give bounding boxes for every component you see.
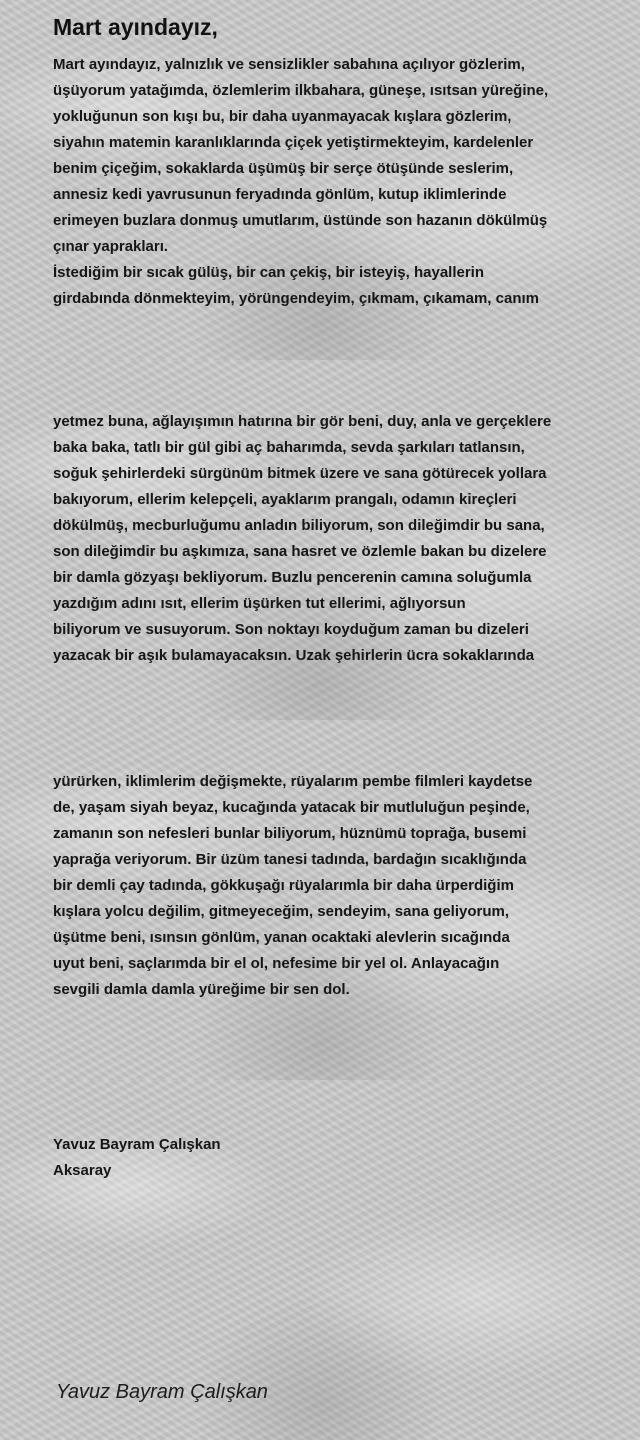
author-name-footer: Yavuz Bayram Çalışkan	[56, 1381, 268, 1403]
poem-section-1: Mart ayındayız, yalnızlık ve sensizlikler sabahına açılıyor gözlerim, üşüyorum yatağımda, özlemlerim ilkbahara, güneşe, ısıtsan yüreğine, yokluğunun son kışı bu, bir daha uyanmayacak kışlara gözlerim, siyahın matemin karanlıklarında çiçek yetiştirmekteyim, kardelenler benim çiçeğim, sokaklarda üşümüş bir serçe ötüşünde seslerim, annesiz kedi yavrusunun feryadında gönlüm, kutup iklimlerinde erimeyen buzlara donmuş umutlarım, üstünde son hazanın dökülmüş çınar yaprakları. İstediğim bir sıcak gülüş, bir can çekiş, bir isteyiş, hayallerin girdabında dönmekteyim, yörüngendeyim, çıkmam, çıkamam, canım	[53, 56, 549, 307]
poem-panel-1	[0, 0, 640, 360]
poem-title: Mart ayındayız,	[53, 14, 218, 40]
poem-panel-3	[0, 720, 640, 1080]
signature-author: Yavuz Bayram Çalışkan	[53, 1136, 221, 1153]
poem-panel-2	[0, 360, 640, 720]
signature-city: Aksaray	[53, 1162, 112, 1179]
signature-panel	[0, 1080, 640, 1440]
poem-section-3: yürürken, iklimlerim değişmekte, rüyalarım pembe filmleri kaydetse de, yaşam siyah beyaz, kucağında yatacak bir mutluluğun peşinde, zamanın son nefesleri bunlar biliyorum, hüznümü toprağa, busemi yaprağa veriyorum. Bir üzüm tanesi tadında, bardağın sıcaklığında bir demli çay tadında, gökkuşağı rüyalarımla bir daha ürperdiğim kışlara yolcu değilim, gitmeyeceğim, sendeyim, sana geliyorum, üşütme beni, ısınsın gönlüm, yanan ocaktaki alevlerin sıcağında uyut beni, saçlarımda bir el ol, nefesime bir yel ol. Anlayacağın sevgili damla damla yüreğime bir sen dol.	[53, 773, 533, 998]
poem-section-2: yetmez buna, ağlayışımın hatırına bir gör beni, duy, anla ve gerçeklere baka baka, tatlı bir gül gibi aç baharımda, sevda şarkıları tatlansın, soğuk şehirlerdeki sürgünüm bitmek üzere ve sana götürecek yollara bakıyorum, ellerim kelepçeli, ayaklarım prangalı, odamın kireçleri dökülmüş, mecburluğumu anladın biliyorum, son dileğimdir bu sana, son dileğimdir bu aşkımıza, sana hasret ve özlemle bakan bu dizelere bir damla gözyaşı bekliyorum. Buzlu pencerenin camına soluğumla yazdığım adını ısıt, ellerim üşürken tut ellerimi, ağlıyorsun biliyorum ve susuyorum. Son noktayı koyduğum zaman bu dizeleri yazacak bir aşık bulamayacaksın. Uzak şehirlerin ücra sokaklarında	[53, 413, 552, 664]
signature-block	[53, 1132, 221, 1184]
